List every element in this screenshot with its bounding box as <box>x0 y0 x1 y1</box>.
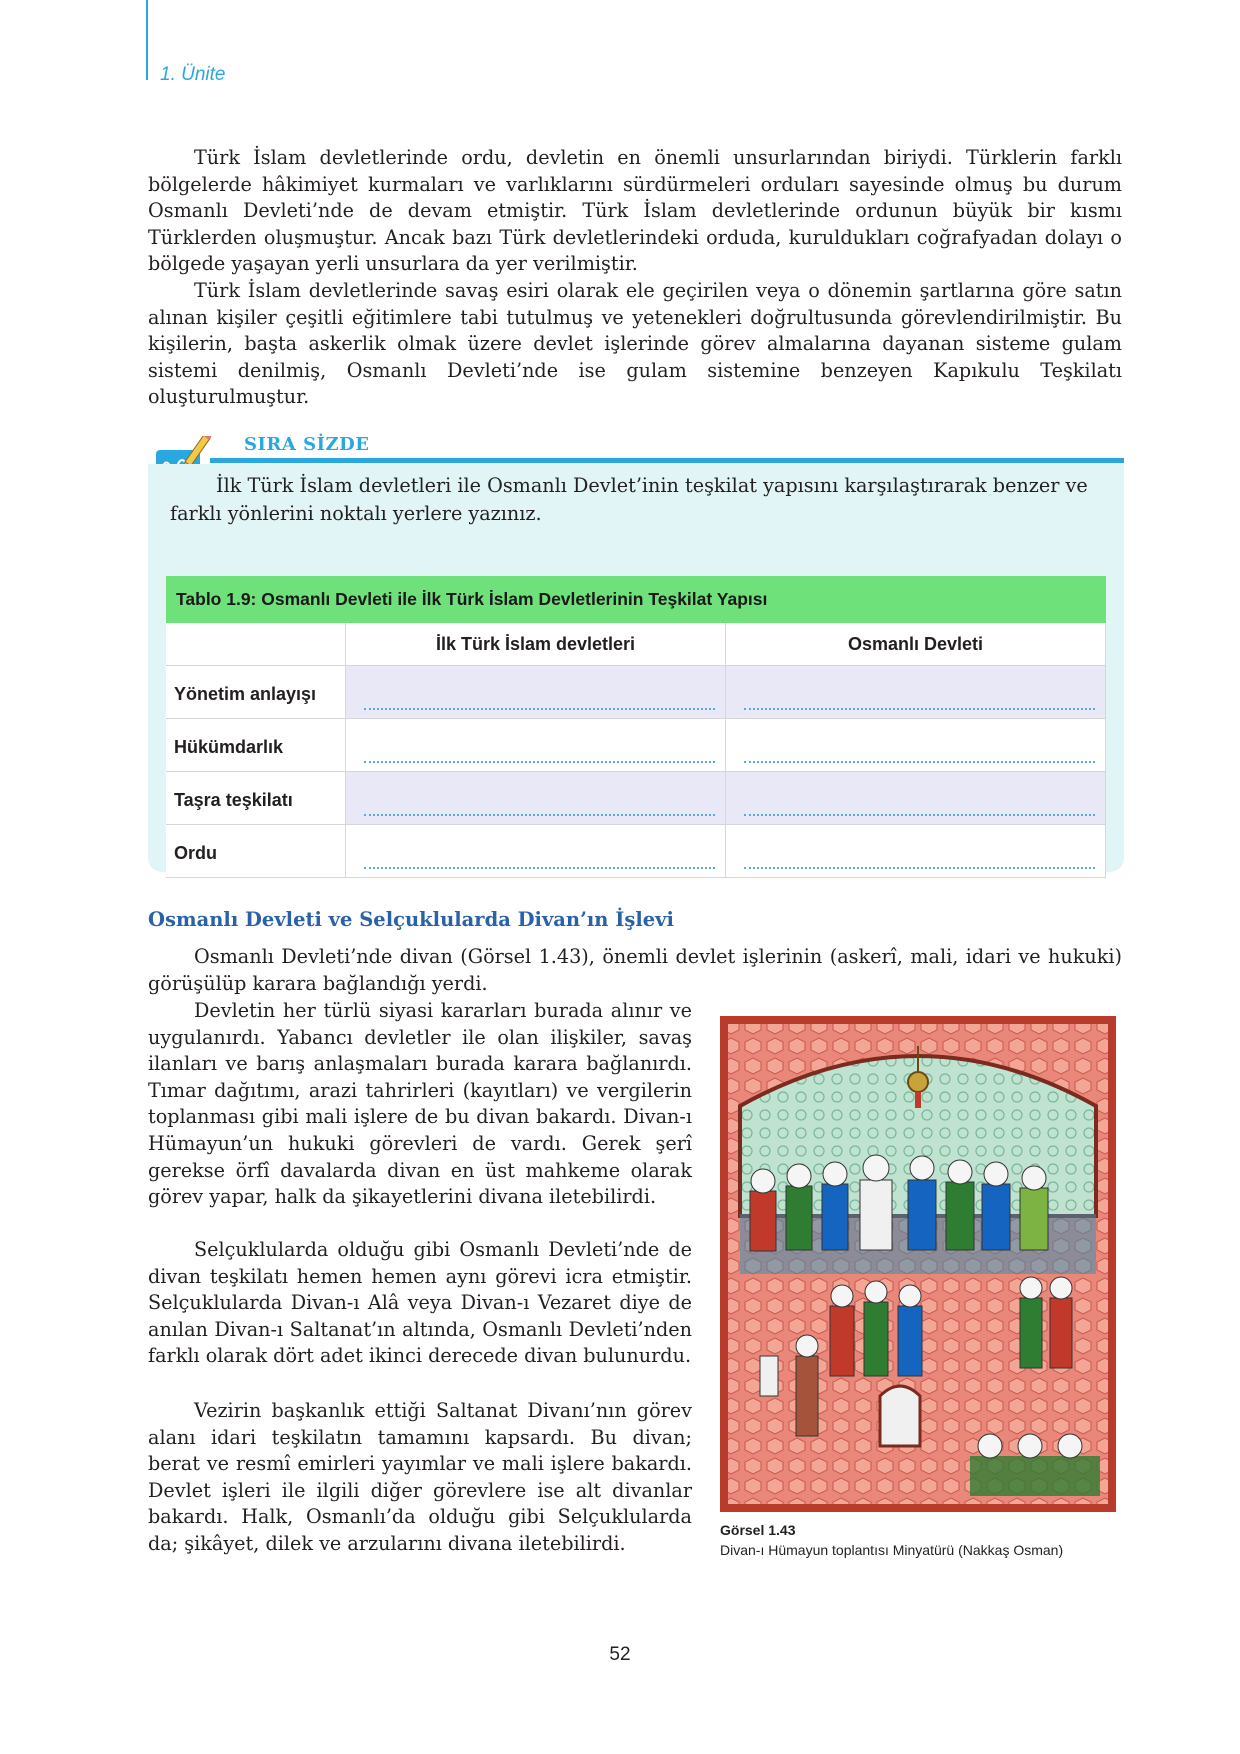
dotted-answer-line <box>744 814 1095 816</box>
answer-cell-osmanli[interactable] <box>726 772 1106 825</box>
table-header-empty <box>166 623 346 666</box>
section-paragraph-2-text: Selçuklularda olduğu gibi Osmanlı Devleti’nde de divan teşkilatı hemen hemen aynı görevi icra etmiştir. Selçuklularda Divan-ı Alâ veya Divan-ı Vezaret diye de anılan Divan-ı Saltanat’ın altında, Osmanlı Devleti’nden farklı olarak dört adet ikinci derecede divan bulunurdu. <box>148 1238 692 1368</box>
row-label-ordu: Ordu <box>166 825 346 878</box>
table-header-osmanli: Osmanlı Devleti <box>726 623 1106 666</box>
intro-paragraph-1-text: Türk İslam devletlerinde ordu, devletin en önemli unsurlarından biriydi. Türklerin farklı bölgelerde hâkimiyet kurmaları ve varlıklarını sürdürmeleri orduları sayesinde olmuş bu durum Osmanlı Devleti’nde de devam etmiştir. Türk İslam devletlerinde ordunun büyük bir kısmı Türklerden oluşmuştur. Ancak bazı Türk devletlerindeki orduda, kuruldukları coğrafyadan dolayı o bölgede yaşayan yerli unsurlara da yer verilmiştir. <box>148 146 1122 275</box>
table-row <box>166 666 1106 719</box>
row-label-hukumdarlik: Hükümdarlık <box>166 719 346 772</box>
table-row <box>166 772 1106 825</box>
miniature-painting <box>720 1016 1116 1512</box>
intro-paragraph-2-text: Türk İslam devletlerinde savaş esiri olarak ele geçirilen veya o dönemin şartlarına göre satın alınan kişiler çeşitli eğitimlere tabi tutulmuş ve yetenekleri doğrultusunda görevlendirilmiştir. Bu kişilerin, başta askerlik olmak üzere devlet işlerinde görev almalarına dayanan sisteme gulam sistemi denilmiş, Osmanlı Devleti’nde ise gulam sistemine benzeyen Kapıkulu Teşkilatı oluşturulmuştur. <box>148 279 1122 408</box>
answer-cell-osmanli[interactable] <box>726 719 1106 772</box>
dotted-answer-line <box>364 761 715 763</box>
sira-sizde-content <box>148 464 1124 872</box>
answer-cell-ilk-turk[interactable] <box>346 772 726 825</box>
comparison-table <box>166 576 1106 862</box>
dotted-answer-line <box>744 761 1095 763</box>
intro-paragraph-1 <box>148 145 1122 278</box>
dotted-answer-line <box>364 814 715 816</box>
section-paragraph-3-text: Vezirin başkanlık ettiği Saltanat Divanı’nın görev alanı idari teşkilatın tamamını kapsardı. Bu divan; berat ve resmî emirleri yayımlar ve mali işlere bakardı. Devlet işleri ile ilgili diğer görevlere ise alt divanlar bakardı. Halk, Osmanlı’da olduğu gibi Selçuklularda da; şikâyet, dilek ve arzularını divana iletebilirdi. <box>148 1399 692 1555</box>
intro-paragraph-2 <box>148 278 1122 411</box>
row-label-tasra: Taşra teşkilatı <box>166 772 346 825</box>
figure-label: Görsel 1.43 <box>720 1522 796 1538</box>
dotted-answer-line <box>744 867 1095 869</box>
answer-cell-ilk-turk[interactable] <box>346 666 726 719</box>
sira-sizde-instruction-text: İlk Türk İslam devletleri ile Osmanlı Devlet’inin teşkilat yapısını karşılaştırarak benzer ve farklı yönlerini noktalı yerlere yazınız. <box>170 474 1088 525</box>
figure-caption: Divan-ı Hümayun toplantısı Minyatürü (Nakkaş Osman) <box>720 1542 1064 1558</box>
sira-sizde-title: SIRA SİZDE <box>244 434 370 455</box>
sira-sizde-instruction <box>170 472 1100 528</box>
sira-sizde-rule <box>210 458 1124 463</box>
section-paragraph-2 <box>148 1237 692 1370</box>
table-row <box>166 825 1106 878</box>
answer-cell-osmanli[interactable] <box>726 666 1106 719</box>
section-lead-paragraph <box>148 944 1122 997</box>
answer-cell-osmanli[interactable] <box>726 825 1106 878</box>
dotted-answer-line <box>364 867 715 869</box>
row-label-yonetim: Yönetim anlayışı <box>166 666 346 719</box>
sira-sizde-box <box>148 434 1124 872</box>
answer-cell-ilk-turk[interactable] <box>346 825 726 878</box>
section-paragraph-1 <box>148 998 692 1211</box>
table-caption: Tablo 1.9: Osmanlı Devleti ile İlk Türk İslam Devletlerinin Teşkilat Yapısı <box>166 576 1106 623</box>
table-header-ilk-turk-islam: İlk Türk İslam devletleri <box>346 623 726 666</box>
section-paragraph-1-text: Devletin her türlü siyasi kararları burada alınır ve uygulanırdı. Yabancı devletler ile olan ilişkiler, savaş ilanları ve barış anlaşmaları burada karara bağlanırdı. Tımar dağıtımı, arazi tahrirleri (kayıtları) ve vergilerin toplanması gibi mali işlere de bu divan bakardı. Divan-ı Hümayun’un hukuki görevleri de vardı. Gerek şerî gerekse örfî davalarda divan en üst mahkeme olarak görev yapar, halk da şikayetlerini divana iletebilirdi. <box>148 999 692 1209</box>
sira-sizde-header <box>148 434 1124 464</box>
dotted-answer-line <box>744 708 1095 710</box>
section-lead-text: Osmanlı Devleti’nde divan (Görsel 1.43), önemli devlet işlerinin (askerî, mali, idari ve hukuki) görüşülüp karara bağlandığı yerdi. <box>148 945 1122 995</box>
section-paragraph-3 <box>148 1398 692 1558</box>
answer-cell-ilk-turk[interactable] <box>346 719 726 772</box>
unit-label: 1. Ünite <box>160 64 226 85</box>
unit-divider <box>146 0 148 80</box>
dotted-answer-line <box>364 708 715 710</box>
page-number: 52 <box>609 1644 631 1665</box>
section-title: Osmanlı Devleti ve Selçuklularda Divan’ın İşlevi <box>148 908 674 931</box>
table-row <box>166 719 1106 772</box>
divan-miniature-image <box>720 1016 1116 1512</box>
